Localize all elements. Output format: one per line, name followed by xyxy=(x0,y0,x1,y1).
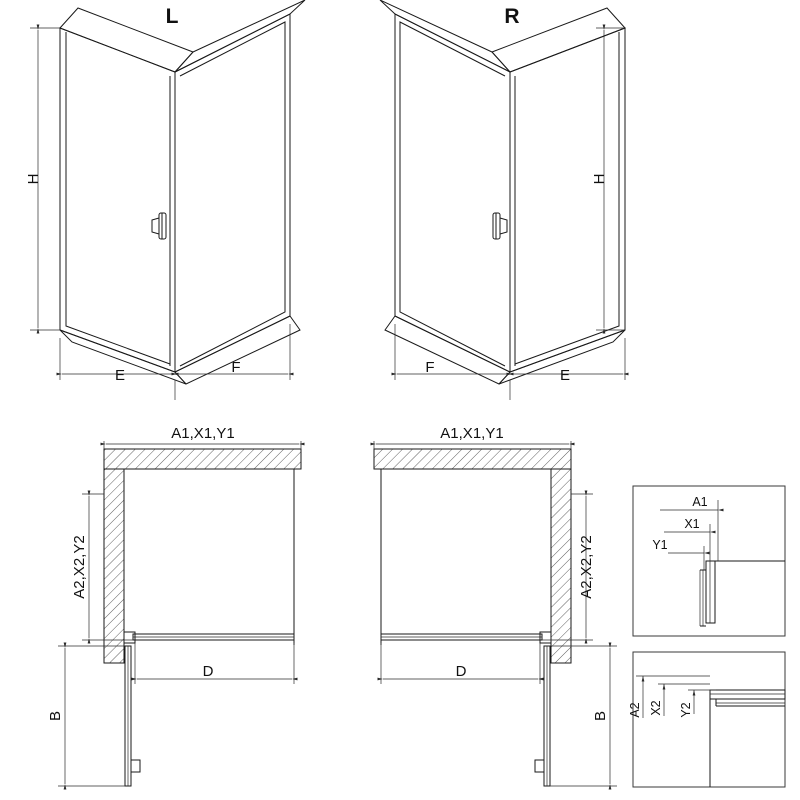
detail-dim-A2 xyxy=(628,676,710,718)
dim-label-F-right: F xyxy=(425,359,435,376)
plan-view-left xyxy=(47,425,301,786)
detail-dim-Y1 xyxy=(652,538,704,570)
dimension-H-right xyxy=(591,28,625,330)
detail-label-A1: A1 xyxy=(692,495,708,509)
detail-label-Y2: Y2 xyxy=(679,702,693,718)
dim-label-A2X2Y2-right: A2,X2,Y2 xyxy=(578,535,595,599)
perspective-view-right xyxy=(380,0,625,400)
plan-view-right xyxy=(374,425,617,786)
door-handle-icon-left xyxy=(152,213,166,239)
detail-label-X2: X2 xyxy=(649,700,663,716)
dim-label-D-left: D xyxy=(202,663,214,680)
dimension-B-left xyxy=(47,646,125,786)
dimension-A1X1Y1-right xyxy=(374,425,571,449)
detail-view-bottom xyxy=(628,652,785,787)
dim-label-A2X2Y2-left: A2,X2,Y2 xyxy=(71,535,88,599)
dim-label-H-right: H xyxy=(591,173,608,185)
dim-label-D-right: D xyxy=(455,663,467,680)
dim-label-F-left: F xyxy=(231,359,241,376)
dim-label-A1X1Y1-left: A1,X1,Y1 xyxy=(171,425,235,442)
detail-label-X1: X1 xyxy=(684,517,700,531)
dim-label-E-left: E xyxy=(114,367,126,384)
door-handle-icon-right xyxy=(493,213,507,239)
dimension-D-right xyxy=(381,643,540,684)
dim-label-B-left: B xyxy=(47,710,64,722)
dimension-H-left xyxy=(25,28,60,330)
perspective-view-left xyxy=(25,0,305,400)
view-title-left: L xyxy=(165,5,179,28)
detail-label-A2: A2 xyxy=(628,702,642,718)
dim-label-B-right: B xyxy=(592,710,609,722)
detail-label-Y1: Y1 xyxy=(652,538,668,552)
dimension-A1X1Y1-left xyxy=(104,425,301,449)
dim-label-E-right: E xyxy=(559,367,571,384)
detail-dim-X1 xyxy=(664,517,710,561)
dimension-B-right xyxy=(550,646,617,786)
dimension-D-left xyxy=(135,643,294,684)
view-title-right: R xyxy=(504,5,520,28)
dim-label-H-left: H xyxy=(25,173,42,185)
detail-view-top xyxy=(633,486,785,636)
dim-label-A1X1Y1-right: A1,X1,Y1 xyxy=(440,425,504,442)
